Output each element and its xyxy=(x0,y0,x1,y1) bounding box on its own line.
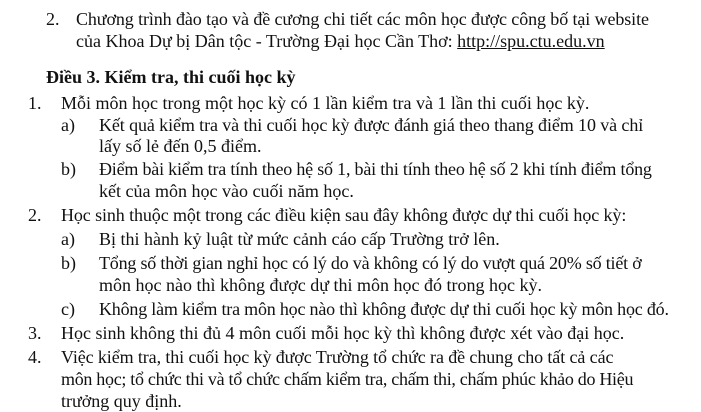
list-item-text-continued xyxy=(76,30,605,52)
list-number: 4. xyxy=(28,347,42,367)
article-heading: Điều 3. Kiểm tra, thi cuối học kỳ xyxy=(46,67,296,87)
sub-item-text-continued: lấy số lẻ đến 0,5 điểm. xyxy=(99,136,262,156)
list-item-text: Học sinh thuộc một trong các điều kiện sau đây không được dự thi cuối học kỳ: xyxy=(61,205,627,225)
list-number: 1. xyxy=(28,93,42,113)
sub-item-label: a) xyxy=(61,115,75,135)
sub-item-text: Tổng số thời gian nghỉ học có lý do và không có lý do vượt quá 20% số tiết ở xyxy=(99,253,642,273)
list-number: 3. xyxy=(28,323,42,343)
sub-item-label: a) xyxy=(61,229,75,249)
list-item-text-continued: môn học; tổ chức thi và tổ chức chấm kiểm tra, chấm thi, chấm phúc khảo do Hiệu xyxy=(61,369,634,389)
sub-item-text: Không làm kiểm tra môn học nào thì không được dự thi cuối học kỳ môn học đó. xyxy=(99,299,669,319)
sub-item-label: b) xyxy=(61,253,76,273)
list-item-text: Chương trình đào tạo và đề cương chi tiết các môn học được công bố tại website xyxy=(76,9,649,29)
sub-item-text-continued: môn học nào thì không được dự thi môn học đó trong học kỳ. xyxy=(99,275,542,295)
list-item-text: Mỗi môn học trong một học kỳ có 1 lần kiểm tra và 1 lần thi cuối học kỳ. xyxy=(61,93,590,113)
sub-item-text: Điểm bài kiểm tra tính theo hệ số 1, bài thi tính theo hệ số 2 khi tính điểm tổng xyxy=(99,159,652,179)
sub-item-text: Bị thi hành kỷ luật từ mức cảnh cáo cấp Trường trở lên. xyxy=(99,229,500,249)
list-number: 2. xyxy=(28,205,42,225)
sub-item-text-continued: kết của môn học vào cuối năm học. xyxy=(99,181,354,201)
website-link[interactable]: http://spu.ctu.edu.vn xyxy=(457,31,605,51)
list-item-text: Việc kiểm tra, thi cuối học kỳ được Trường tổ chức ra đề chung cho tất cả các xyxy=(61,347,614,367)
sub-item-label: b) xyxy=(61,159,76,179)
list-item-text: Học sinh không thi đủ 4 môn cuối mỗi học kỳ thì không được xét vào đại học. xyxy=(61,323,625,343)
list-number: 2. xyxy=(46,9,60,29)
list-item-text-continued: trưởng quy định. xyxy=(61,391,182,411)
sub-item-text: Kết quả kiểm tra và thi cuối học kỳ được đánh giá theo thang điểm 10 và chỉ xyxy=(99,115,644,135)
sub-item-label: c) xyxy=(61,299,75,319)
list-item-text-prefix: của Khoa Dự bị Dân tộc - Trường Đại học Cần Thơ: xyxy=(76,31,458,51)
